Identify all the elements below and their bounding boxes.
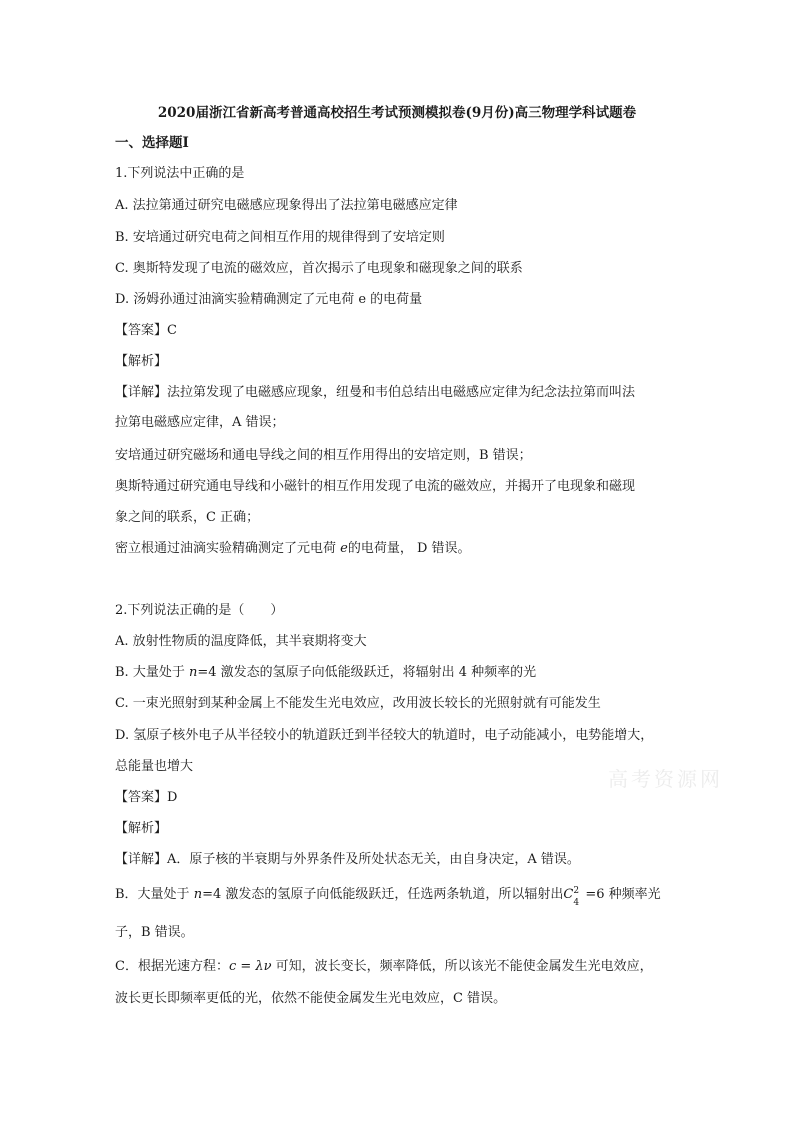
section-heading: 一、选择题Ⅰ (115, 135, 189, 151)
question-1-stem: 1.下列说法中正确的是 (115, 166, 245, 181)
q1-option-c: C. 奥斯特发现了电流的磁效应，首次揭示了电现象和磁现象之间的联系 (115, 261, 523, 276)
q1-detail-line-1 (115, 384, 635, 402)
q2-detail-line-c (115, 958, 653, 976)
q2-detail-b-n: n (193, 887, 203, 902)
q2-b-n: n (188, 665, 198, 680)
q1-detail-6e: e (340, 541, 348, 556)
q2-detail-c-prefix: C．根据光速方程： (115, 959, 229, 974)
page-title: 2020届浙江省新高考普通高校招生考试预测模拟卷(9月份)高三物理学科试题卷 (157, 105, 637, 121)
q1-option-d: D. 汤姆孙通过油滴实验精确测定了元电荷 e 的电荷量 (115, 292, 423, 307)
q2-answer: 【答案】D (115, 790, 178, 805)
q2-detail-line-b2: 子，B 错误。 (115, 925, 194, 940)
watermark: 高考资源网 (608, 767, 723, 791)
q2-detail-b-mid: 激发态的氢原子向低能级跃迁，任选两条轨道，所以辐射出 (221, 887, 564, 902)
q2-option-c: C. 一束光照射到某种金属上不能发生光电效应，改用波长较长的光照射就有可能发生 (115, 696, 601, 711)
q1-detail-line-2: 拉第电磁感应定律，A 错误； (115, 415, 285, 430)
q1-detail-label: 【详解】 (115, 385, 168, 400)
q2-option-a: A. 放射性物质的温度降低，其半衰期将变大 (115, 634, 367, 649)
q1-option-a: A. 法拉第通过研究电磁感应现象得出了法拉第电磁感应定律 (115, 198, 458, 213)
q1-detail-line-3: 安培通过研究磁场和通电导线之间的相互作用得出的安培定则，B 错误； (115, 448, 532, 463)
q1-option-b: B. 安培通过研究电荷之间相互作用的规律得到了安培定则 (115, 230, 445, 245)
q1-answer: 【答案】C (115, 323, 177, 338)
combination-sup: 2 (573, 886, 580, 896)
q2-detail-c-eq: c = λν (228, 959, 272, 974)
q2-detail-line-b (115, 886, 661, 908)
q2-detail-line-c2: 波长更长即频率更低的光，依然不能使金属发生光电效应，C 错误。 (115, 991, 507, 1006)
q1-detail-6b: 的电荷量， D 错误。 (347, 541, 471, 556)
combination-formula (563, 886, 585, 908)
q2-b-suffix: 激发态的氢原子向低能级跃迁，将辐射出 4 种频率的光 (216, 665, 537, 680)
q2-detail-b-eq: =4 (202, 887, 222, 902)
q2-detail-c-suffix: 可知，波长变长，频率降低，所以该光不能使金属发生光电效应， (271, 959, 653, 974)
question-2-stem: 2.下列说法正确的是（ ） (115, 603, 284, 618)
q1-analysis-label: 【解析】 (115, 354, 168, 369)
q2-detail-a: A．原子核的半衰期与外界条件及所处状态无关，由自身决定，A 错误。 (167, 852, 580, 867)
q2-detail-b-end: =6 种频率光 (585, 887, 661, 902)
combination-sub: 4 (573, 898, 580, 908)
q2-b-eq: =4 (197, 665, 217, 680)
q2-detail-b-prefix: B．大量处于 (115, 887, 194, 902)
q2-b-prefix: B. 大量处于 (115, 665, 189, 680)
q2-analysis-label: 【解析】 (115, 821, 168, 836)
combination-c: C (563, 887, 574, 902)
q2-option-d-line-1: D. 氢原子核外电子从半径较小的轨道跃迁到半径较大的轨道时，电子动能减小，电势能增大， (115, 728, 654, 743)
q1-detail-text-1: 法拉第发现了电磁感应现象，纽曼和韦伯总结出电磁感应定律为纪念法拉第而叫法 (167, 385, 636, 400)
q1-detail-line-6 (115, 540, 471, 558)
q1-detail-line-5: 象之间的联系，C 正确； (115, 510, 260, 525)
q2-option-d-line-2: 总能量也增大 (115, 759, 194, 774)
q2-detail-label: 【详解】 (115, 852, 168, 867)
q2-detail-line-a (115, 851, 580, 869)
q2-option-b (115, 664, 536, 682)
q1-detail-line-4: 奥斯特通过研究通电导线和小磁针的相互作用发现了电流的磁效应，并揭开了电现象和磁现 (115, 479, 636, 494)
q1-detail-6a: 密立根通过油滴实验精确测定了元电荷 (115, 541, 341, 556)
